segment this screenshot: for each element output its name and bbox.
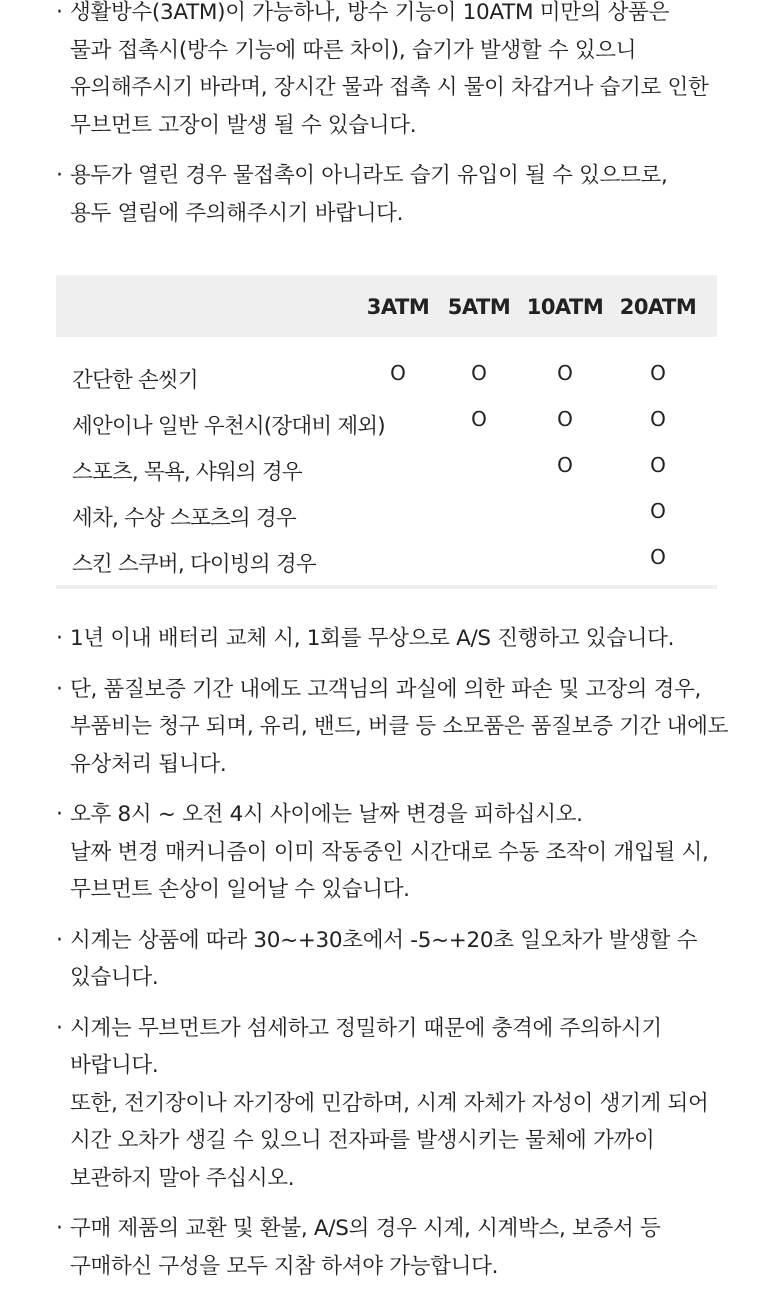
- notice-item: [56, 620, 756, 658]
- notice-line: 부품비는 청구 되며, 유리, 밴드, 버클 등 소모품은 품질보증 기간 내에도: [70, 714, 729, 739]
- notice-line: 단, 품질보증 기간 내에도 고객님의 과실에 의한 파손 및 고장의 경우,: [70, 676, 702, 702]
- table-header: [56, 275, 717, 337]
- notice-line: 생활방수(3ATM)이 가능하나, 방수 기능이 10ATM 미만의 상품은: [70, 0, 670, 25]
- row-label: 스포츠, 목욕, 샤워의 경우: [72, 460, 302, 485]
- notice-line: 시간 오차가 생길 수 있으니 전자파를 발생시키는 물체에 가까이: [70, 1128, 655, 1153]
- notice-line: 또한, 전기장이나 자기장에 민감하며, 시계 자체가 자성이 생기게 되어: [70, 1090, 709, 1116]
- notice-line: 1년 이내 배터리 교체 시, 1회를 무상으로 A/S 진행하고 있습니다.: [70, 626, 675, 651]
- header-10atm: 10ATM: [526, 295, 604, 319]
- notice-line: 시계는 상품에 따라 30~+30초에서 -5~+20초 일오차가 발생할 수: [70, 927, 698, 953]
- notice-item: [56, 671, 756, 784]
- bullet-dot: ·: [56, 163, 63, 188]
- row-label: 세안이나 일반 우천시(장대비 제외): [72, 414, 385, 439]
- suitable-mark: O: [650, 453, 666, 477]
- suitable-mark: O: [471, 361, 487, 385]
- notice-item: [56, 1210, 756, 1285]
- notice-line: 오후 8시 ~ 오전 4시 사이에는 날짜 변경을 피하십시오.: [70, 802, 583, 827]
- notice-line: 있습니다.: [70, 965, 159, 990]
- suitable-mark: O: [471, 407, 487, 431]
- notice-item: [56, 0, 746, 144]
- bullet-dot: ·: [56, 927, 63, 953]
- notice-line: 바랍니다.: [70, 1053, 159, 1078]
- table-bottom-divider: [56, 585, 717, 589]
- notice-line: 날짜 변경 매커니즘이 이미 작동중인 시간대로 수동 조작이 개입될 시,: [70, 839, 709, 865]
- suitable-mark: O: [557, 361, 573, 385]
- notice-line: 구매 제품의 교환 및 환불, A/S의 경우 시계, 시계박스, 보증서 등: [70, 1216, 661, 1241]
- notice-line: 보관하지 말아 주십시오.: [70, 1165, 295, 1191]
- notice-line: 용두가 열린 경우 물접촉이 아니라도 습기 유입이 될 수 있으므로,: [70, 163, 668, 188]
- header-3atm: 3ATM: [366, 295, 430, 319]
- row-label: 스킨 스쿠버, 다이빙의 경우: [72, 552, 316, 577]
- header-5atm: 5ATM: [447, 295, 511, 319]
- water-resistance-table: [56, 275, 717, 589]
- notice-line: 시계는 무브먼트가 섬세하고 정밀하기 때문에 충격에 주의하시기: [70, 1015, 662, 1041]
- water-resistance-notes: [56, 0, 746, 245]
- suitable-mark: O: [557, 453, 573, 477]
- suitable-mark: O: [650, 545, 666, 569]
- notice-item: [56, 796, 756, 909]
- suitable-mark: O: [390, 361, 406, 385]
- notice-line: 무브먼트 손상이 일어날 수 있습니다.: [70, 877, 410, 902]
- suitable-mark: O: [650, 407, 666, 431]
- bullet-dot: ·: [56, 802, 63, 827]
- header-20atm: 20ATM: [619, 295, 697, 319]
- notice-line: 용두 열림에 주의해주시기 바랍니다.: [70, 200, 404, 226]
- row-label: 간단한 손씻기: [72, 368, 198, 393]
- notice-line: 무브먼트 고장이 발생 될 수 있습니다.: [70, 112, 417, 138]
- notice-item: [56, 157, 746, 232]
- bullet-dot: ·: [56, 676, 63, 702]
- bullet-dot: ·: [56, 0, 63, 25]
- bullet-dot: ·: [56, 626, 63, 651]
- notice-line: 구매하신 구성을 모두 지참 하셔야 가능합니다.: [70, 1253, 499, 1279]
- suitable-mark: O: [557, 407, 573, 431]
- notice-line: 유의해주시기 바라며, 장시간 물과 접촉 시 물이 차갑거나 습기로 인한: [70, 75, 709, 100]
- notice-item: [56, 922, 756, 997]
- notice-line: 물과 접촉시(방수 기능에 따른 차이), 습기가 발생할 수 있으니: [70, 37, 637, 63]
- notice-line: 유상처리 됩니다.: [70, 751, 227, 777]
- bullet-dot: ·: [56, 1015, 63, 1041]
- row-label: 세차, 수상 스포츠의 경우: [72, 506, 296, 531]
- bullet-dot: ·: [56, 1216, 63, 1241]
- warranty-notes: [56, 620, 756, 1298]
- suitable-mark: O: [650, 361, 666, 385]
- notice-item: [56, 1010, 756, 1198]
- suitable-mark: O: [650, 499, 666, 523]
